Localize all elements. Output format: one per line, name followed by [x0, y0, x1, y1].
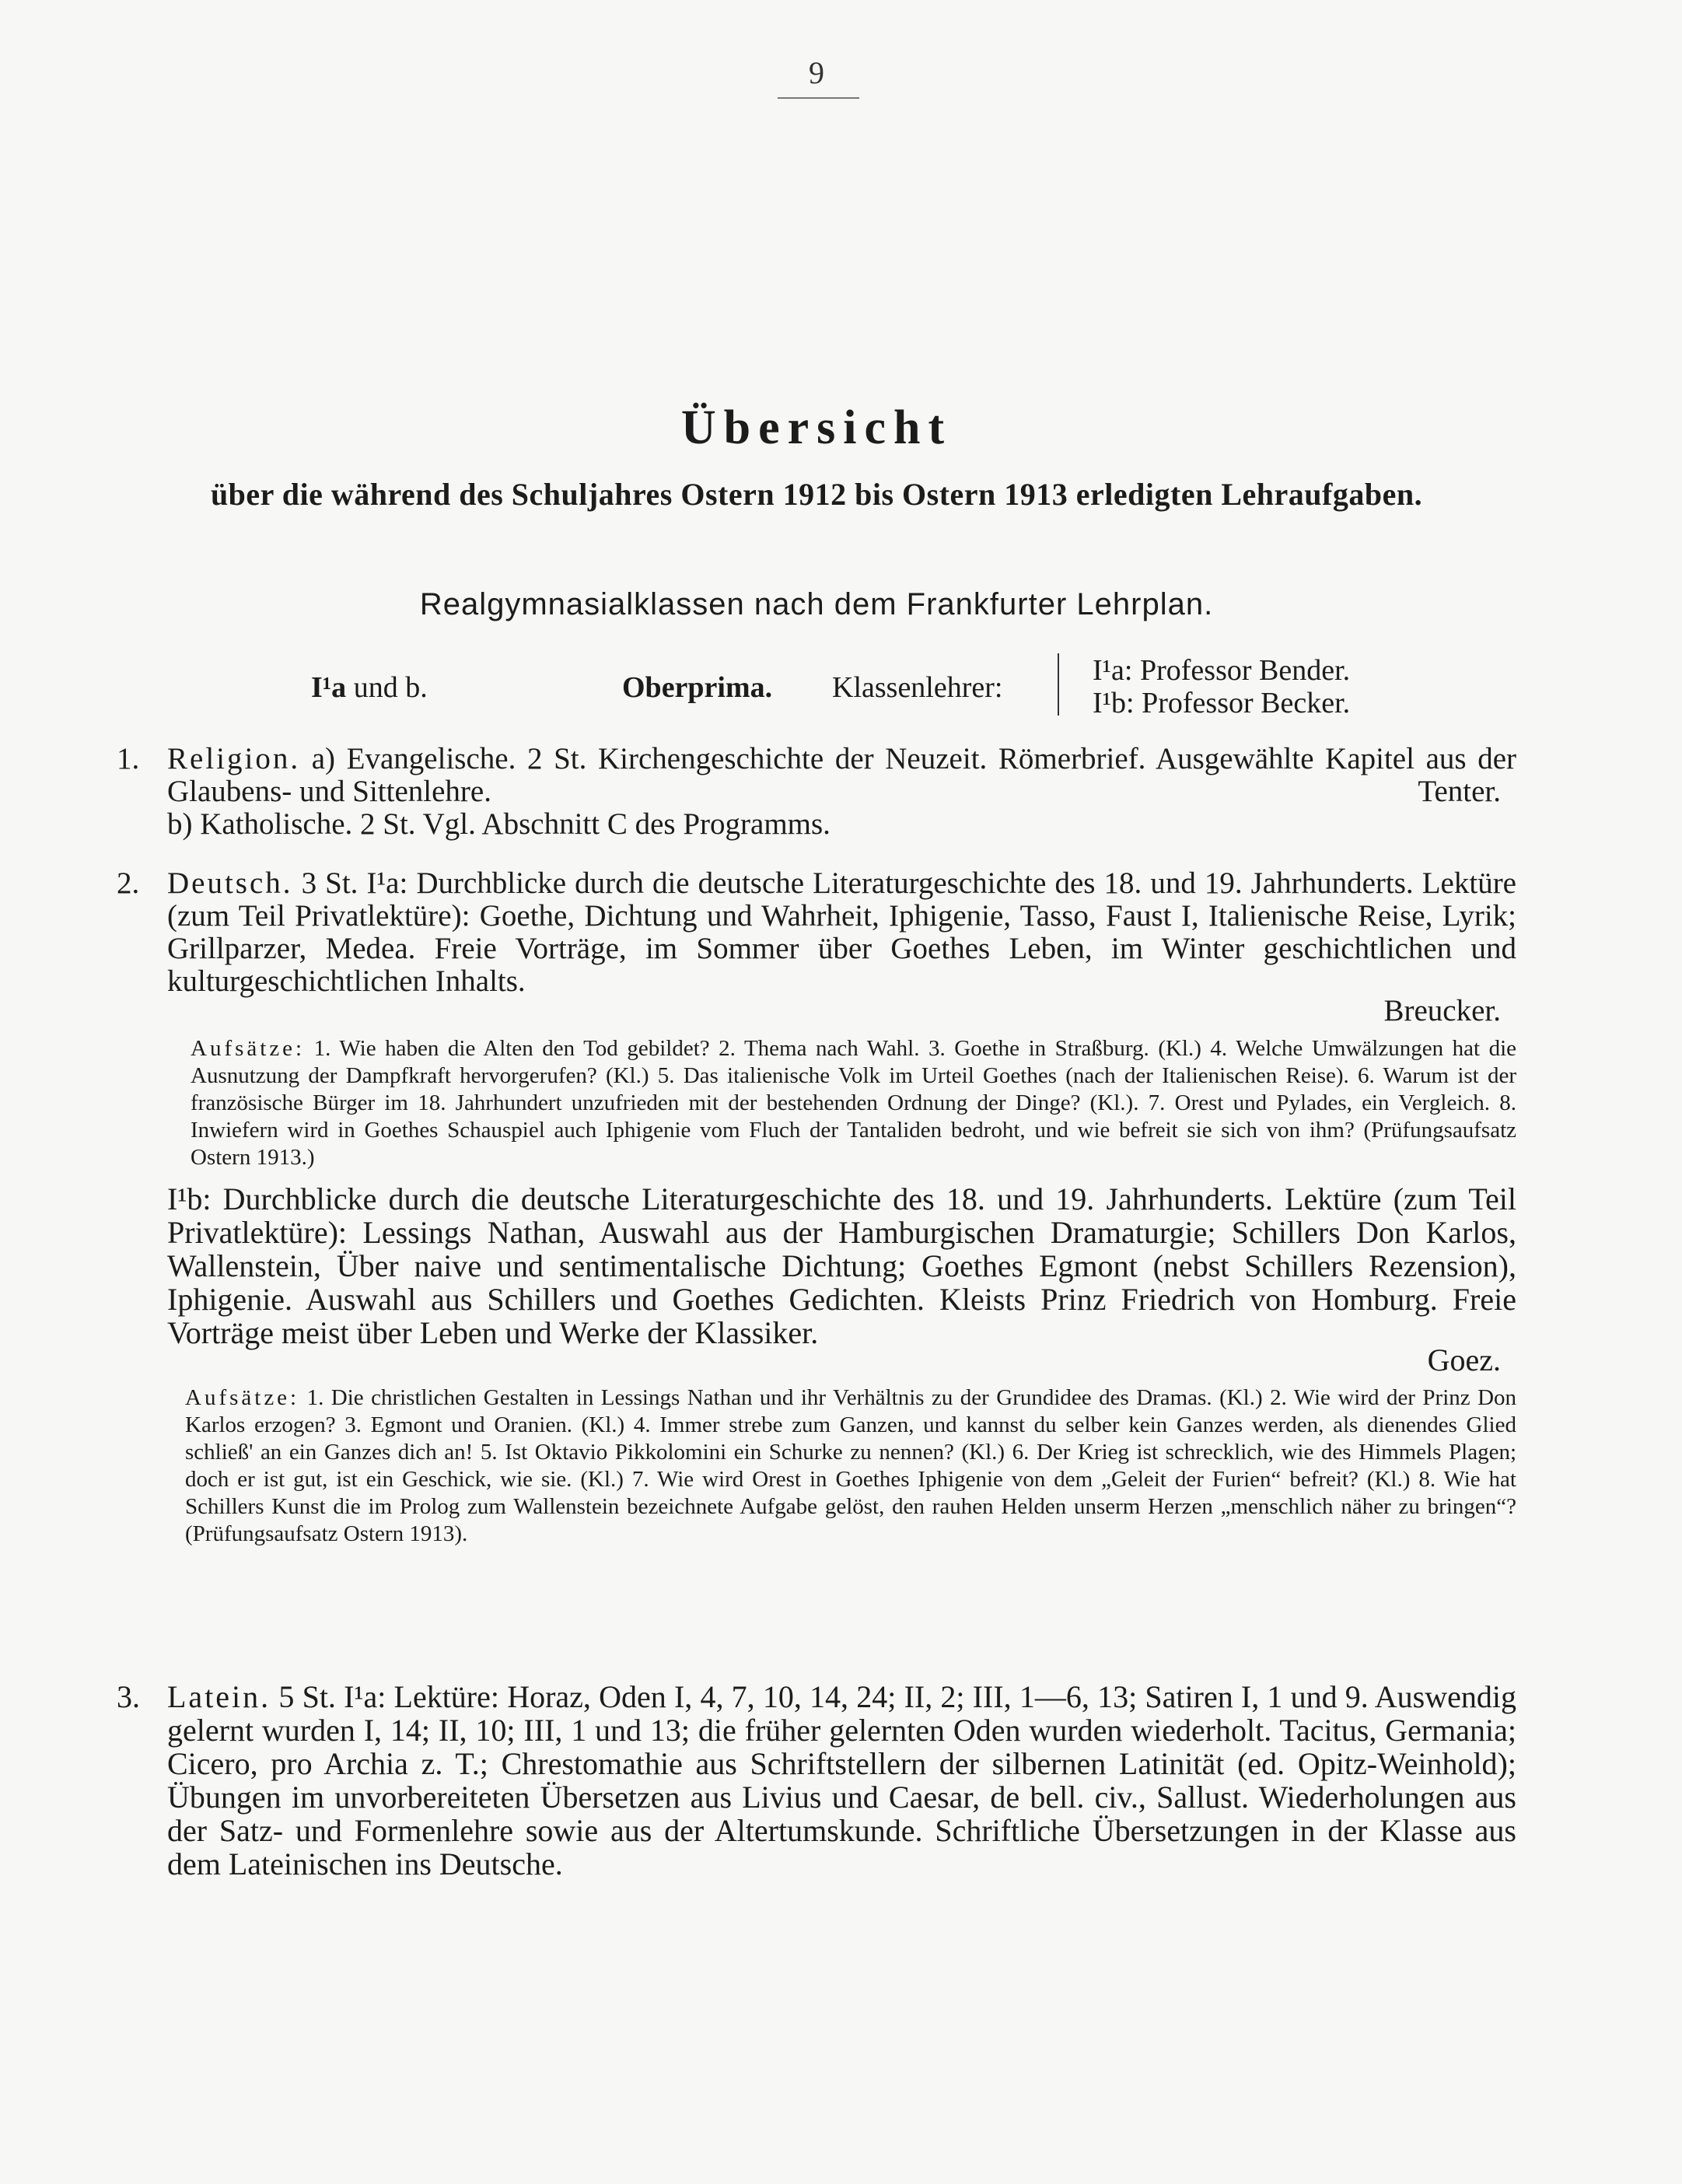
- section-number: 2.: [117, 866, 140, 900]
- deutsch-teacher-b: Goez.: [1427, 1342, 1501, 1377]
- page-number-rule: [778, 97, 859, 99]
- aufsaetze-b: [185, 1384, 1516, 1548]
- section-heading: Religion.: [167, 742, 301, 775]
- deutsch-teacher-a: Breucker.: [1383, 994, 1501, 1027]
- teacher-label: Klassenlehrer:: [832, 671, 1003, 704]
- page-subtitle: über die während des Schuljahres Ostern 1912 bis Ostern 1913 erledigten Lehraufgaben.: [210, 477, 1423, 512]
- section-body: [167, 867, 1516, 1027]
- aufsaetze-label: Aufsätze:: [191, 1036, 306, 1061]
- religion-teacher: Tenter.: [1418, 775, 1501, 808]
- religion-part-b: b) Katholische. 2 St. Vgl. Abschnitt C des Programms.: [167, 807, 831, 841]
- section-heading: Latein.: [167, 1679, 271, 1714]
- section-religion: [117, 743, 1516, 841]
- section-number: 1.: [117, 742, 140, 775]
- page-number: 9: [809, 55, 824, 90]
- teacher-1: I¹a: Professor Bender.: [1093, 654, 1351, 687]
- section-number: 3.: [117, 1679, 140, 1714]
- religion-part-a: a) Evangelische. 2 St. Kirchengeschichte der Neuzeit. Römerbrief. Ausgewählte Kapitel aus der Glaubens- und Sittenlehre.: [167, 742, 1516, 808]
- section-deutsch: [117, 867, 1516, 1548]
- aufsaetze-a-text: 1. Wie haben die Alten den Tod gebildet? 2. Thema nach Wahl. 3. Goethe in Straßburg. (Kl.) 4. Welche Umwälzungen hat die Ausnutzung der Dampfkraft hervorgerufen? (Kl.) 5. Das italienische Volk im Urteil Goethes (nach der Italienischen Reise). 6. Warum ist der französische Bürger im 18. Jahrhundert unzufrieden mit der bestehenden Ordnung der Dinge? (Kl.). 7. Orest und Pylades, ein Vergleich. 8. Inwiefern wird in Goethes Schauspiel auch Iphigenie vom Fluch der Tantaliden bedroht, und wie befreit sie sich von ihm? (Prüfungsaufsatz Ostern 1913.): [191, 1036, 1517, 1170]
- teacher-2: I¹b: Professor Becker.: [1093, 687, 1351, 719]
- latein-text: 5 St. I¹a: Lektüre: Horaz, Oden I, 4, 7, 10, 14, 24; II, 2; III, 1—6, 13; Satiren I, 1 und 9. Auswendig gelernt wurden I, 14; II, 10; III, 1 und 13; die früher gelernten Oden wurden wiederholt. Tacitus, Germania; Cicero, pro Archia z. T.; Chrestomathie aus Schriftstellern der silbernen Latinität (ed. Opitz-Weinhold); Übungen im unvorbereiteten Übersetzen aus Livius und Caesar, de bell. civ., Sallust. Wiederholungen aus der Satz- und Formenlehre sowie aus der Altertumskunde. Schriftliche Übersetzungen in der Klasse aus dem Lateinischen ins Deutsche.: [167, 1679, 1517, 1881]
- section-heading: Deutsch.: [167, 866, 293, 900]
- section-body: [167, 743, 1516, 841]
- deutsch-text-b: I¹b: Durchblicke durch die deutsche Literaturgeschichte des 18. und 19. Jahrhunderts. Lektüre (zum Teil Privatlektüre): Lessings Nathan, Auswahl aus der Hamburgischen Dramaturgie; Schillers Don Karlos, Wallenstein, Über naive und sentimentalische Dichtung; Goethes Egmont (nebst Schillers Rezension), Iphigenie. Auswahl aus Schillers und Goethes Gedichten. Kleists Prinz Friedrich von Homburg. Freie Vorträge meist über Leben und Werke der Klassiker.: [167, 1181, 1516, 1350]
- page-title: Übersicht: [680, 401, 953, 454]
- class-line: [311, 653, 1439, 723]
- class-label-prefix: I¹a: [311, 671, 347, 704]
- class-label-rest: und b.: [346, 671, 428, 704]
- plan-heading: Realgymnasialklassen nach dem Frankfurter Lehrplan.: [419, 587, 1214, 621]
- section-body: [167, 1680, 1516, 1881]
- deutsch-text-a: 3 St. I¹a: Durchblicke durch die deutsche Literaturgeschichte des 18. und 19. Jahrhunderts. Lektüre (zum Teil Privatlektüre): Goethe, Dichtung und Wahrheit, Iphigenie, Tasso, Faust I, Italienische Reise, Lyrik; Grillparzer, Medea. Freie Vorträge, im Sommer über Goethes Leben, im Winter geschichtlichen und kulturgeschichtlichen Inhalts.: [167, 866, 1516, 998]
- section-latein: [117, 1680, 1516, 1881]
- class-label: [311, 670, 428, 705]
- document-page: [117, 0, 1516, 2184]
- aufsaetze-b-text: 1. Die christlichen Gestalten in Lessings Nathan und ihr Verhältnis zu der Grundidee des Dramas. (Kl.) 2. Wie wird der Prinz Don Karlos erzogen? 3. Egmont und Oranien. (Kl.) 4. Immer strebe zum Ganzen, und kannst du selber kein Ganzes werden, als dienendes Glied schließ' an ein Ganzes dich an! 5. Ist Oktavio Pikkolomini ein Schurke zu nennen? (Kl.) 6. Der Krieg ist schrecklich, wie des Himmels Plagen; doch er ist gut, ist ein Geschick, wie sie. (Kl.) 7. Wie wird Orest in Goethes Iphigenie von dem „Geleit der Furien“ befreit? (Kl.) 8. Wie hat Schillers Kunst die im Prolog zum Wallenstein bezeichnete Aufgabe gelöst, den rauhen Helden unserm Herzen „menschlich näher zu bringen“? (Prüfungsaufsatz Ostern 1913).: [185, 1385, 1517, 1546]
- aufsaetze-a: [191, 1035, 1516, 1171]
- teacher-brace: [1058, 653, 1070, 716]
- class-name: Oberprima.: [622, 671, 773, 704]
- aufsaetze-label: Aufsätze:: [185, 1385, 300, 1410]
- section-body-b: [167, 1182, 1516, 1377]
